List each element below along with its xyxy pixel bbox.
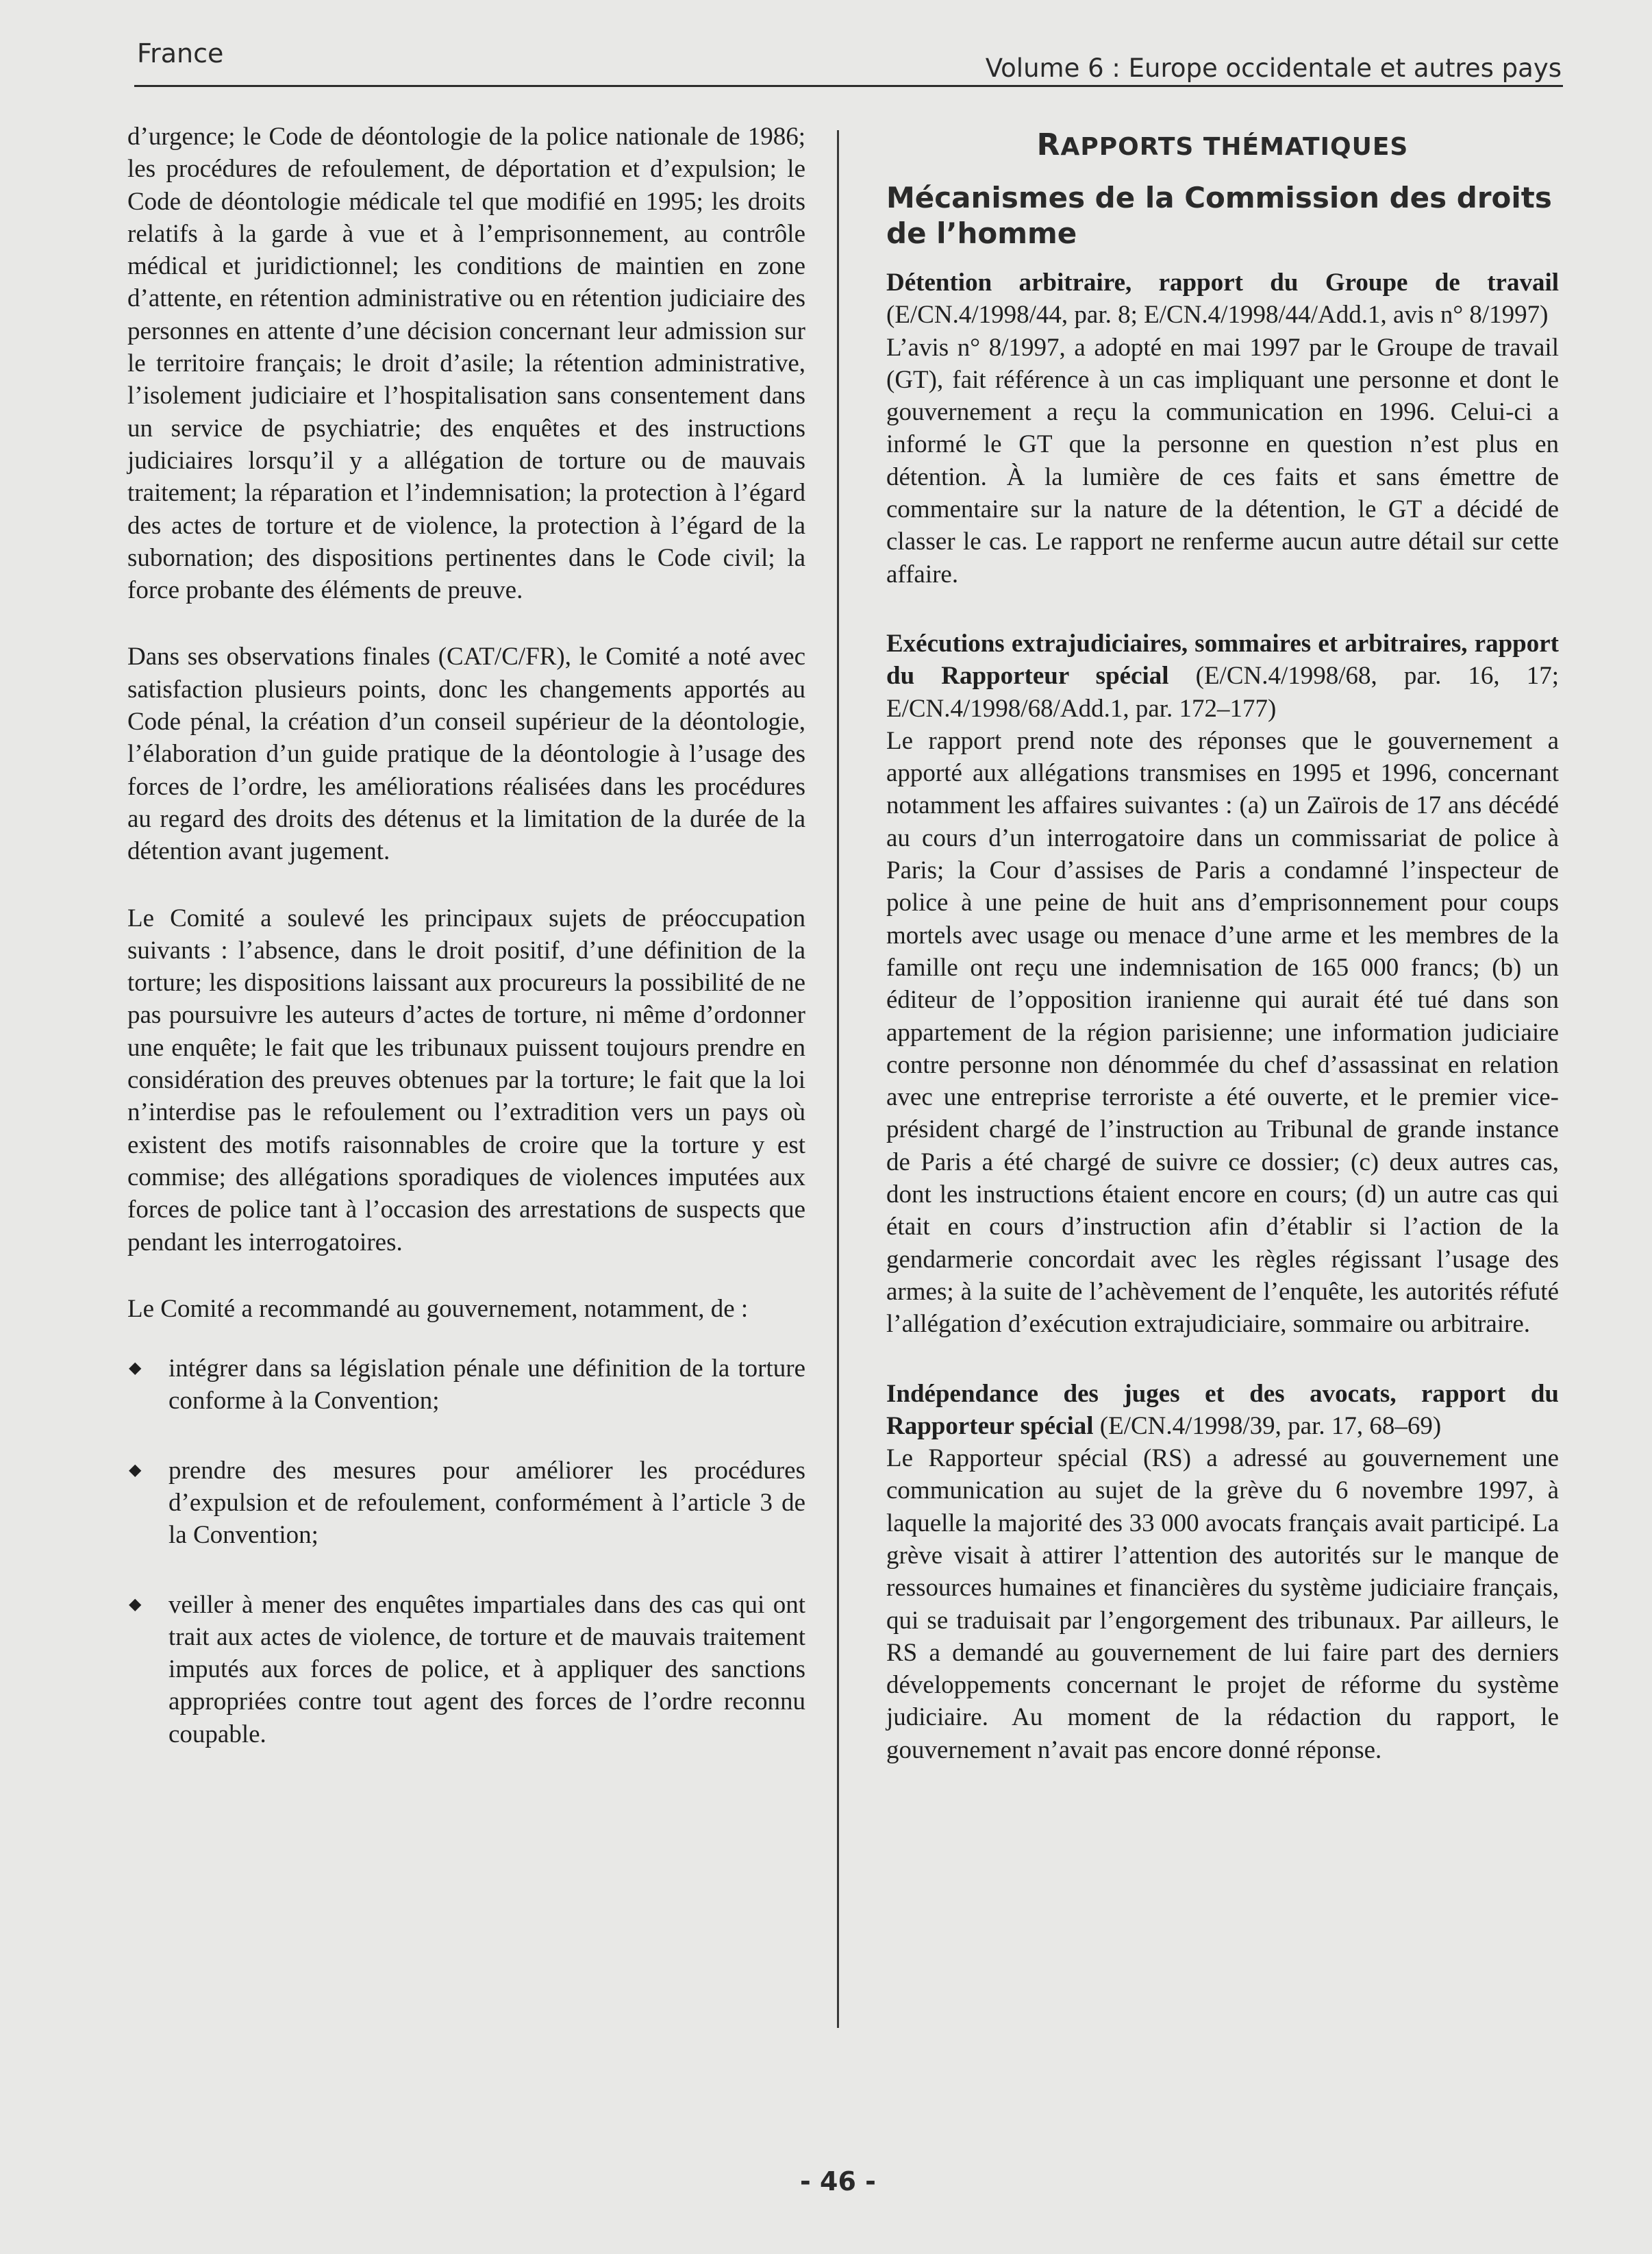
topic-judicial-independence bbox=[886, 1378, 1559, 1767]
list-item bbox=[127, 1454, 805, 1552]
topic-extrajudicial-executions bbox=[886, 628, 1559, 1341]
topic-reference: (E/CN.4/1998/39, par. 17, 68–69) bbox=[1093, 1411, 1442, 1440]
right-column bbox=[886, 121, 1559, 1803]
column-divider bbox=[837, 130, 839, 2028]
topic-reference: (E/CN.4/1998/68, par. 16, 17; E/CN.4/1998/68/Add.1, par. 172–177) bbox=[886, 662, 1559, 723]
paragraph-recommendations-intro: Le Comité a recommandé au gouvernement, notamment, de : bbox=[127, 1294, 749, 1323]
diamond-bullet-icon: ◆ bbox=[129, 1461, 142, 1479]
list-item bbox=[127, 1352, 805, 1417]
topic-reference: (E/CN.4/1998/44, par. 8; E/CN.4/1998/44/Add.1, avis n° 8/1997) bbox=[886, 301, 1549, 330]
topic-title: Exécutions extrajudiciaires, sommaires et arbitraires, rapport du Rapporteur spécial bbox=[886, 629, 1559, 691]
paragraph-observations: Dans ses observations finales (CAT/C/FR), le Comité a noté avec satisfaction plusieurs points, donc les changements apportés au Code pénal, la création d’un conseil supérieur de la déontologie, l’élaboration d’un guide pratique de la déontologie à l’usage des forces de l’ordre, les améliorations réalisées dans les procédures au regard des droits des détenus et la limitation de la durée de la détention avant jugement. bbox=[127, 643, 805, 866]
list-item-text: prendre des mesures pour améliorer les procédures d’expulsion et de refoulement, conformément à l’article 3 de la Convention; bbox=[168, 1456, 805, 1550]
topic-heading bbox=[886, 628, 1559, 725]
list-item-text: intégrer dans sa législation pénale une définition de la torture conforme à la Convention; bbox=[168, 1354, 805, 1415]
diamond-bullet-icon: ◆ bbox=[129, 1595, 142, 1613]
running-header-volume: Volume 6 : Europe occidentale et autres pays bbox=[985, 53, 1562, 83]
subsection-heading: Mécanismes de la Commission des droits de l’homme bbox=[886, 181, 1552, 250]
section-heading bbox=[886, 127, 1559, 162]
topic-body: Le Rapporteur spécial (RS) a adressé au gouvernement une communication au sujet de la grève du 6 novembre 1997, à laquelle la majorité des 33 000 avocats français avait participé. La grève visait à attirer l’attention des autorités sur le manque de ressources humaines et financières du système judiciaire français, qui se traduisait par l’engorgement des tribunaux. Par ailleurs, le RS a demandé au gouvernement de lui faire part des derniers développements concernant le projet de réforme du système judiciaire. Au moment de la rédaction du rapport, le gouvernement n’avait pas encore donné réponse. bbox=[886, 1444, 1559, 1764]
topic-body: L’avis n° 8/1997, a adopté en mai 1997 par le Groupe de travail (GT), fait référence à un cas impliquant une personne et dont le gouvernement a reçu la communication en 1996. Celui-ci a informé le GT que la personne en question n’est plus en détention. À la lumière de ces faits et sans émettre de commentaire sur la nature de la détention, le GT a décidé de classer le cas. Le rapport ne renferme aucun autre détail sur cette affaire. bbox=[886, 333, 1559, 589]
topic-body: Le rapport prend note des réponses que le gouvernement a apporté aux allégations transmises en 1995 et 1996, concernant notamment les affaires suivantes : (a) un Zaïrois de 17 ans décédé au cours d’un interrogatoire dans un commissariat de police à Paris; la Cour d’assises de Paris a condamné l’inspecteur de police à une peine de huit ans d’emprisonnement pour coups mortels avec usage ou menace d’une arme et les membres de la famille ont reçu une indemnisation de 165 000 francs; (b) un éditeur de l’opposition iranienne qui aurait été tué dans son appartement de la région parisienne; une information judiciaire contre personne non dénommée du chef d’assassinat en relation avec une entreprise terroriste a été ouverte, et le premier vice-président chargé de l’instruction au Tribunal de grande instance de Paris a été chargé de suivre ce dossier; (c) deux autres cas, dont les instructions étaient encore en cours; (d) un autre cas qui était en cours d’instruction afin d’établir si l’action de la gendarmerie concordait avec les règles régissant l’usage des armes; à la suite de l’achèvement de l’enquête, les autorités réfuté l’allégation d’exécution extrajudiciaire, sommaire ou arbitraire. bbox=[886, 726, 1559, 1339]
topic-heading bbox=[886, 1378, 1559, 1443]
section-heading-rest: APPORTS THÉMATIQUES bbox=[1060, 133, 1409, 161]
list-item-text: veiller à mener des enquêtes impartiales dans des cas qui ont trait aux actes de violence, de torture et de mauvais traitement imputés aux forces de police, et à appliquer des sanctions appropriées contre tout agent des forces de l’ordre reconnu coupable. bbox=[168, 1590, 805, 1748]
header-rule bbox=[134, 85, 1563, 87]
paragraph-legislation: d’urgence; le Code de déontologie de la police nationale de 1986; les procédures de refoulement, de déportation et d’expulsion; le Code de déontologie médicale tel que modifié en 1995; les droits relatifs à la garde à vue et à l’emprisonnement, au contrôle médical et juridictionnel; les conditions de maintien en zone d’attente, en rétention administrative ou en rétention judiciaire des personnes en attente d’une décision concernant leur admission sur le territoire français; le droit d’asile; la rétention administrative, l’isolement judiciaire et l’hospitalisation sans consentement dans un service de psychiatrie; des enquêtes et des instructions judiciaires lorsqu’il y a allégation de torture ou de mauvais traitement; la réparation et l’indemnisation; la protection à l’égard des actes de torture et de violence, la protection à l’égard de la subornation; des dispositions pertinentes dans le Code civil; la force probante des éléments de preuve. bbox=[127, 123, 805, 605]
recommendations-list bbox=[127, 1352, 805, 1750]
diamond-bullet-icon: ◆ bbox=[129, 1359, 142, 1378]
topic-arbitrary-detention bbox=[886, 267, 1559, 591]
running-header-country: France bbox=[137, 38, 224, 69]
topic-title: Indépendance des juges et des avocats, rapport du Rapporteur spécial bbox=[886, 1379, 1559, 1440]
left-column bbox=[127, 121, 805, 1787]
list-item bbox=[127, 1589, 805, 1750]
topic-heading bbox=[886, 267, 1559, 332]
topic-title: Détention arbitraire, rapport du Groupe de travail bbox=[886, 269, 1559, 297]
page-number: - 46 - bbox=[800, 2166, 876, 2196]
paragraph-concerns: Le Comité a soulevé les principaux sujets de préoccupation suivants : l’absence, dans le droit positif, d’une définition de la torture; les dispositions laissant aux procureurs la possibilité de ne pas poursuivre les auteurs d’actes de torture, ni même d’ordonner une enquête; le fait que les tribunaux puissent toujours prendre en considération des preuves obtenues par la torture; le fait que la loi n’interdise pas le refoulement ou l’extradition vers un pays où existent des motifs raisonnables de croire que la torture y est commise; des allégations sporadiques de violences imputées aux forces de police tant à l’occasion des arrestations de suspects que pendant les interrogatoires. bbox=[127, 904, 805, 1256]
section-heading-initial: R bbox=[1036, 127, 1061, 162]
